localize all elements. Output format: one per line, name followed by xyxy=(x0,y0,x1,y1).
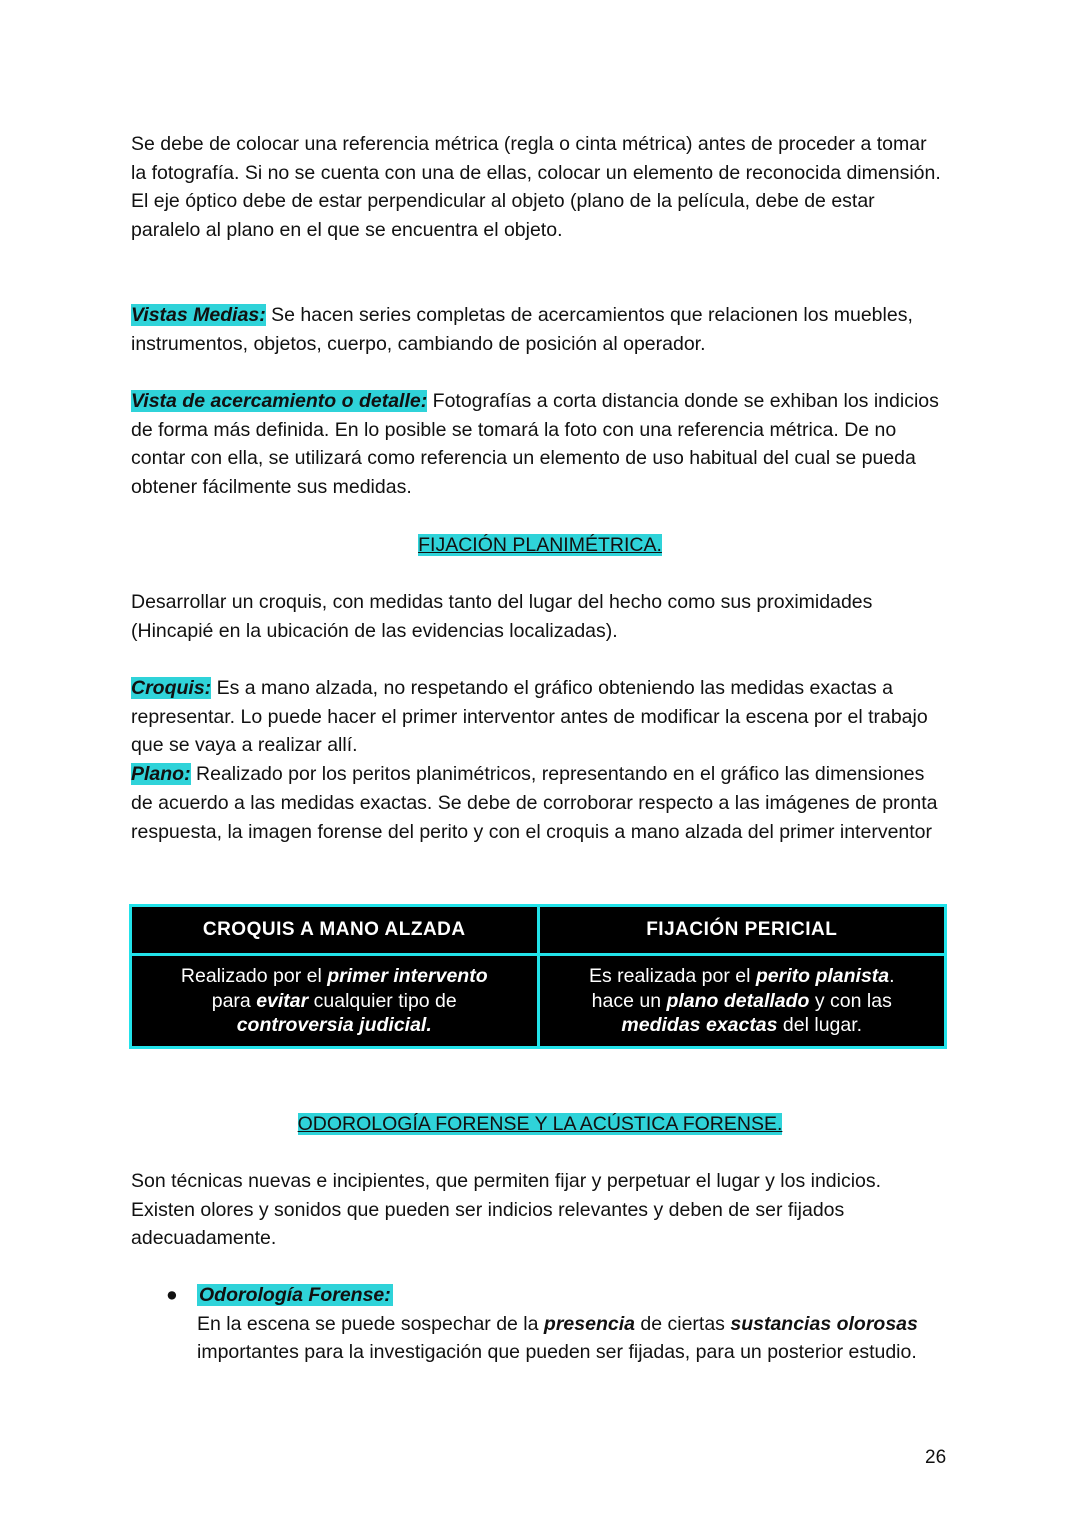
table-cell xyxy=(538,955,946,1048)
text: importantes para la investigación que pueden ser fijadas, para un posterior estudio. xyxy=(197,1341,917,1364)
cell-text: Es realizada por el xyxy=(588,965,756,988)
term-highlight: Vistas Medias: xyxy=(131,304,266,326)
bullet-marker: ● xyxy=(166,1284,178,1306)
paragraph-text: Son técnicas nuevas e incipientes, que permiten fijar y perpetuar el lugar y los indicios. xyxy=(131,1170,882,1192)
page-number: 26 xyxy=(925,1447,947,1468)
bullet-text xyxy=(197,1310,937,1367)
paragraph-text: Existen olores y sonidos que pueden ser indicios relevantes y deben de ser fijados adecuadamente. xyxy=(131,1198,845,1250)
table-header: CROQUIS A MANO ALZADA xyxy=(131,906,539,955)
section-heading xyxy=(0,1110,1080,1139)
paragraph-vistas-medias xyxy=(131,301,946,358)
bullet-item-odorologia xyxy=(197,1281,937,1367)
cell-emphasis: primer intervento xyxy=(327,965,488,988)
cell-text: Realizado por el xyxy=(180,965,328,988)
cell-text: para xyxy=(211,989,257,1012)
heading-text: ODOROLOGÍA FORENSE Y LA ACÚSTICA FORENSE. xyxy=(297,1113,783,1135)
cell-text: . xyxy=(889,965,895,988)
paragraph-croquis-plano xyxy=(131,674,946,846)
paragraph-text: El eje óptico debe de estar perpendicular al objeto (plano de la película, debe de estar paralelo al plano en el que se encuentra el objeto. xyxy=(131,190,875,242)
table-row xyxy=(131,955,946,1048)
term-highlight: Odorología Forense: xyxy=(199,1284,391,1306)
cell-emphasis: controversia judicial. xyxy=(236,1014,432,1037)
table-header: FIJACIÓN PERICIAL xyxy=(538,906,946,955)
paragraph-odorologia-intro xyxy=(131,1167,946,1253)
cell-text: cualquier tipo de xyxy=(308,989,457,1012)
text: En la escena se puede sospechar de la xyxy=(197,1312,544,1335)
term-highlight: Vista de acercamiento o detalle: xyxy=(131,390,428,412)
paragraph-text: Fotografías a corta distancia donde se exhiban los indicios de forma más definida. En lo posible se tomará la foto con una referencia métrica. De no contar con ella, se utilizará como referencia un elemento de uso habitual del cual se pueda obtener fácilmente sus medidas. xyxy=(131,390,939,499)
cell-emphasis: medidas exactas xyxy=(621,1014,778,1037)
paragraph-text: Se debe de colocar una referencia métrica (regla o cinta métrica) antes de proceder a tomar la fotografía. Si no se cuenta con una de ellas, colocar un elemento de reconocida dimensión. xyxy=(131,133,941,184)
paragraph-metric-reference xyxy=(131,130,946,245)
paragraph-text: Es a mano alzada, no respetando el gráfico obteniendo las medidas exactas a representar. Lo puede hacer el primer interventor antes de modificar la escena por el trabajo que se vaya a realizar allí. xyxy=(131,677,928,757)
table-cell xyxy=(131,955,539,1048)
paragraph-text: Se hacen series completas de acercamientos que relacionen los muebles, instrumentos, objetos, cuerpo, cambiando de posición al operador. xyxy=(131,304,913,355)
paragraph-croquis-intro: Desarrollar un croquis, con medidas tanto del lugar del hecho como sus proximidades (Hincapié en la ubicación de las evidencias localizadas). xyxy=(131,591,873,642)
text: de ciertas xyxy=(634,1312,731,1335)
plano-definition xyxy=(131,760,946,846)
cell-text: hace un xyxy=(591,989,667,1012)
cell-emphasis: plano detallado xyxy=(666,989,810,1012)
comparison-table xyxy=(129,904,947,1049)
emphasis: sustancias olorosas xyxy=(730,1312,918,1335)
heading-text: FIJACIÓN PLANIMÉTRICA. xyxy=(418,534,662,556)
paragraph-vista-detalle xyxy=(131,387,946,502)
cell-text: y con las xyxy=(809,989,892,1012)
cell-text: del lugar. xyxy=(777,1014,863,1037)
term-highlight: Croquis: xyxy=(131,677,212,699)
term-highlight: Plano: xyxy=(131,763,191,786)
croquis-definition xyxy=(131,674,946,760)
section-heading xyxy=(0,531,1080,560)
emphasis: presencia xyxy=(543,1312,635,1335)
table-header-row xyxy=(131,906,946,955)
cell-emphasis: perito planista xyxy=(755,965,890,988)
paragraph-text: Realizado por los peritos planimétricos, representando en el gráfico las dimensiones de acuerdo a las medidas exactas. Se debe de corroborar respecto a las imágenes de pronta respuesta, la imagen forense del perito y con el croquis a mano alzada del primer interventor xyxy=(131,763,938,843)
cell-emphasis: evitar xyxy=(256,989,309,1012)
